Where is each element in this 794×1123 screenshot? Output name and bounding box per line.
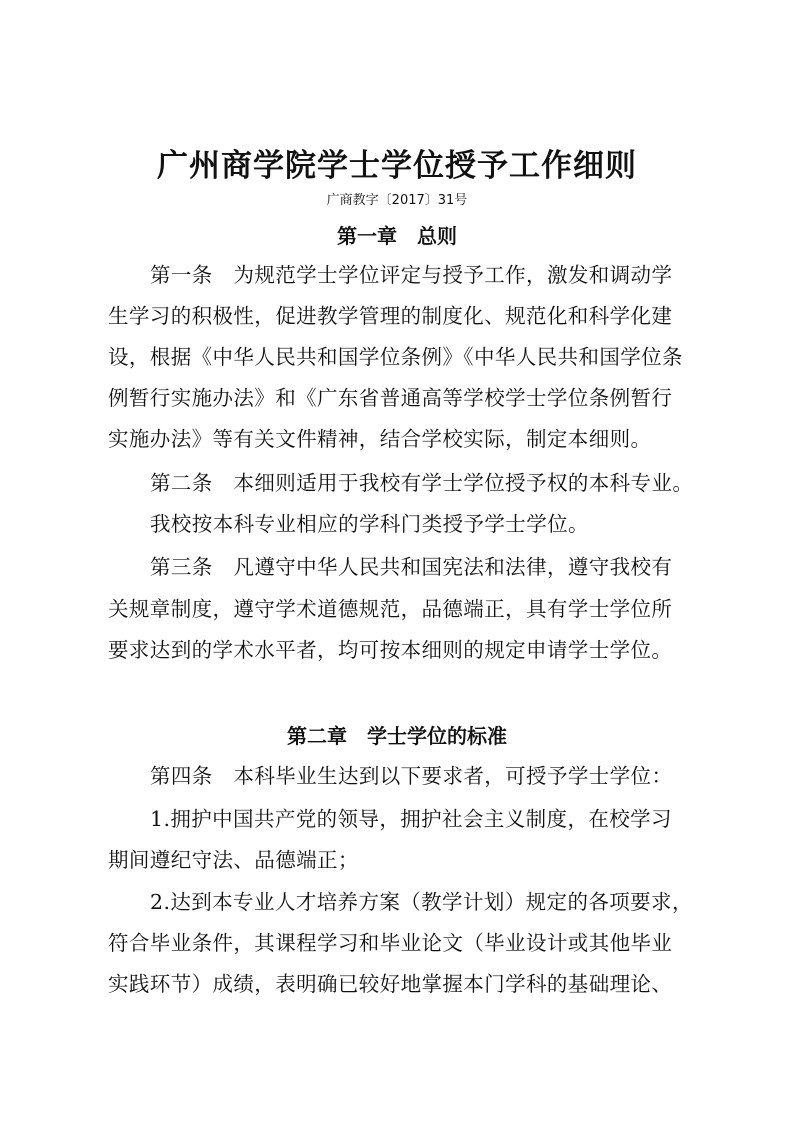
article-1-line-1: 为规范学士学位评定与授予工作，激发和调动学	[233, 263, 673, 287]
chapter-1-heading: 第一章 总则	[337, 224, 457, 248]
article-4-line-1: 本科毕业生达到以下要求者，可授予学士学位：	[233, 764, 673, 788]
article-1-line-3: 设，根据《中华人民共和国学位条例》《中华人民共和国学位条	[108, 345, 683, 369]
article-1-first-line	[150, 261, 750, 289]
article-2-line-2: 我校按本科专业相应的学科门类授予学士学位。	[150, 512, 589, 536]
document-title: 广州商学院学士学位授予工作细则	[157, 148, 637, 184]
article-3-line-1: 凡遵守中华人民共和国宪法和法律，遵守我校有	[233, 555, 673, 579]
article-4-first-line	[150, 762, 750, 790]
article-1-line-2: 生学习的积极性，促进教学管理的制度化、规范化和科学化建	[108, 304, 673, 328]
article-3-label: 第三条	[150, 555, 213, 579]
article-2-first-line	[150, 469, 750, 497]
article-2-label: 第二条	[150, 471, 213, 495]
item-1-line-1: 1.拥护中国共产党的领导，拥护社会主义制度，在校学习	[150, 807, 672, 831]
article-1-line-4: 例暂行实施办法》和《广东省普通高等学校学士学位条例暂行	[108, 386, 673, 410]
article-4-label: 第四条	[150, 764, 213, 788]
article-1-line-5: 实施办法》等有关文件精神，结合学校实际，制定本细则。	[108, 427, 652, 451]
article-1-label: 第一条	[150, 263, 213, 287]
article-2-line-1: 本细则适用于我校有学士学位授予权的本科专业。	[233, 471, 694, 495]
article-3-line-3: 要求达到的学术水平者，均可按本细则的规定申请学士学位。	[108, 638, 673, 662]
chapter-2-heading: 第二章 学士学位的标准	[287, 724, 507, 748]
article-3-first-line	[150, 553, 750, 581]
item-2-line-1: 2.达到本专业人才培养方案（教学计划）规定的各项要求，	[150, 890, 693, 914]
item-2-line-3: 实践环节）成绩，表明确已较好地掌握本门学科的基础理论、	[108, 972, 673, 996]
document-number: 广商教字〔2017〕31号	[326, 193, 468, 208]
item-2-line-2: 符合毕业条件，其课程学习和毕业论文（毕业设计或其他毕业	[108, 931, 673, 955]
item-1-line-2: 期间遵纪守法、品德端正；	[108, 848, 359, 872]
article-3-line-2: 关规章制度，遵守学术道德规范，品德端正，具有学士学位所	[108, 597, 673, 621]
